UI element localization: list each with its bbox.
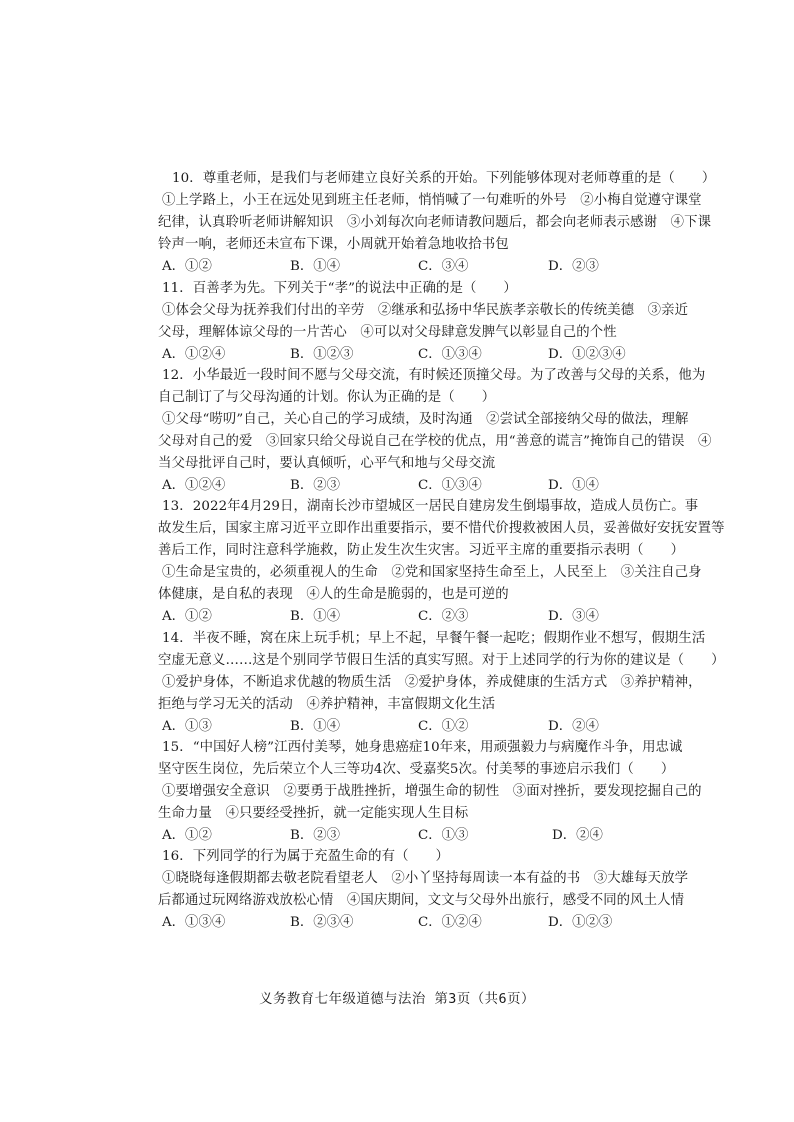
question-text: ①上学路上，小王在远处见到班主任老师，悄悄喊了一句难听的外号 ②小梅自觉遵守课堂 [162,193,702,208]
question-12 [158,365,712,497]
option-a: A．①③ [162,719,212,734]
question-stem: 15．“中国好人榜”江西付美琴，她身患癌症10年来，用顽强毅力与病魔作斗争，用忠诚 [162,740,683,755]
option-b: B．①④ [290,609,341,624]
question-15 [158,737,702,847]
question-text: 拒绝与学习无关的活动 ④养护精神，丰富假期文化生活 [158,697,496,712]
question-text: ①爱护身体，不断追求优越的物质生活 ②爱护身体，养成健康的生活方式 ③养护精神， [162,675,702,690]
option-c: C．①③④ [418,347,482,362]
option-d: D．①④ [548,478,599,493]
question-text: 坚守医生岗位，先后荣立个人三等功4次、受嘉奖5次。付美琴的事迹启示我们（ ） [158,762,675,777]
option-d: D．③④ [548,609,599,624]
option-c: C．②③ [418,609,469,624]
question-10 [158,168,716,278]
question-text: 生命力量 ④只要经受挫折，就一定能实现人生目标 [158,806,469,821]
question-text: 体健康，是自私的表现 ④人的生命是脆弱的，也是可逆的 [158,587,509,602]
question-text: ①生命是宝贵的，必须重视人的生命 ②党和国家坚持生命至上，人民至上 ③关注自己身 [162,565,702,580]
option-b: B．②③ [290,478,341,493]
question-text: 后都通过玩网络游戏放松心情 ④国庆期间，文文与父母外出旅行，感受不同的风土人情 [158,893,685,908]
option-a: A．①② [162,259,212,274]
option-d: D．①②③ [548,915,613,930]
answer-options [162,475,680,497]
question-text: 纪律，认真聆听老师讲解知识 ③小刘每次向老师请教问题后，都会向老师表示感谢 ④下课 [158,215,712,230]
option-c: C．③④ [418,259,469,274]
option-b: B．①④ [290,259,341,274]
answer-options [162,716,680,738]
answer-options [162,912,680,934]
option-a: A．①② [162,609,212,624]
question-text: ①要增强安全意识 ②要勇于战胜挫折，增强生命的韧性 ③面对挫折，要发现挖掘自己的 [162,784,702,799]
answer-options [162,344,680,366]
question-text: 父母，理解体谅父母的一片苦心 ④可以对父母肆意发脾气以彰显自己的个性 [158,325,617,340]
option-a: A．①③④ [162,915,226,930]
option-d: D．②③ [548,259,599,274]
option-b: B．①②③ [290,347,354,362]
option-c: C．①③④ [418,478,482,493]
answer-options [162,256,680,278]
option-c: C．①②④ [418,915,482,930]
question-text: 空虚无意义……这是个别同学节假日生活的真实写照。对于上述同学的行为你的建议是（ ） [158,653,725,668]
question-16 [158,846,689,934]
question-14 [158,628,725,738]
question-text: 铃声一响，老师还未宣布下课，小周就开始着急地收拾书包 [158,237,509,252]
question-stem: 14．半夜不睡，窝在床上玩手机；早上不起，早餐午餐一起吃；假期作业不想写，假期生活 [162,631,706,646]
option-a: A．①②④ [162,347,226,362]
question-stem: 10．尊重老师，是我们与老师建立良好关系的开始。下列能够体现对老师尊重的是（ ） [172,171,716,186]
option-c: C．①③ [418,828,469,843]
option-c: C．①② [418,719,469,734]
option-b: B．①④ [290,719,341,734]
option-b: B．②③④ [290,915,354,930]
option-a: A．①②④ [162,478,226,493]
question-text: ①父母“唠叨”自己，关心自己的学习成绩，及时沟通 ②尝试全部接纳父母的做法，理解 [162,412,689,427]
option-d: D．①②③④ [548,347,626,362]
option-b: B．②③ [290,828,341,843]
question-text: ①体会父母为抚养我们付出的辛劳 ②继承和弘扬中华民族孝亲敬长的传统美德 ③亲近 [162,303,689,318]
answer-options [162,825,680,847]
question-text: 当父母批评自己时，要认真倾听，心平气和地与父母交流 [158,456,496,471]
question-stem: 11．百善孝为先。下列关于“孝”的说法中正确的是（ ） [162,281,517,296]
question-13 [158,496,725,628]
question-stem: 12．小华最近一段时间不愿与父母交流，有时候还顶撞父母。为了改善与父母的关系，他为 [162,368,706,383]
question-text: 善后工作，同时注意科学施救，防止发生次生灾害。习近平主席的重要指示表明（ ） [158,543,685,558]
question-text: ①晓晓每逢假期都去敬老院看望老人 ②小丫坚持每周读一本有益的书 ③大雄每天放学 [162,871,689,886]
question-text: 故发生后，国家主席习近平立即作出重要指示，要不惜代价搜救被困人员，妥善做好安抚安置等 [158,521,725,536]
option-d: D．②④ [548,719,599,734]
question-stem: 13．2022年4月29日，湖南长沙市望城区一居民自建房发生倒塌事故，造成人员伤亡。事 [162,499,699,514]
page-footer: 义务教育七年级道德与法治 第3页（共6页） [259,992,535,1007]
question-stem: 16．下列同学的行为属于充盈生命的有（ ） [162,849,450,864]
question-text: 父母对自己的爱 ③回家只给父母说自己在学校的优点，用“善意的谎言”掩饰自己的错误 ④ [158,434,712,449]
option-a: A．①② [162,828,212,843]
question-11 [158,278,689,366]
option-d: D．②④ [552,828,603,843]
question-text: 自己制订了与父母沟通的计划。你认为正确的是（ ） [158,390,496,405]
answer-options [162,606,680,628]
